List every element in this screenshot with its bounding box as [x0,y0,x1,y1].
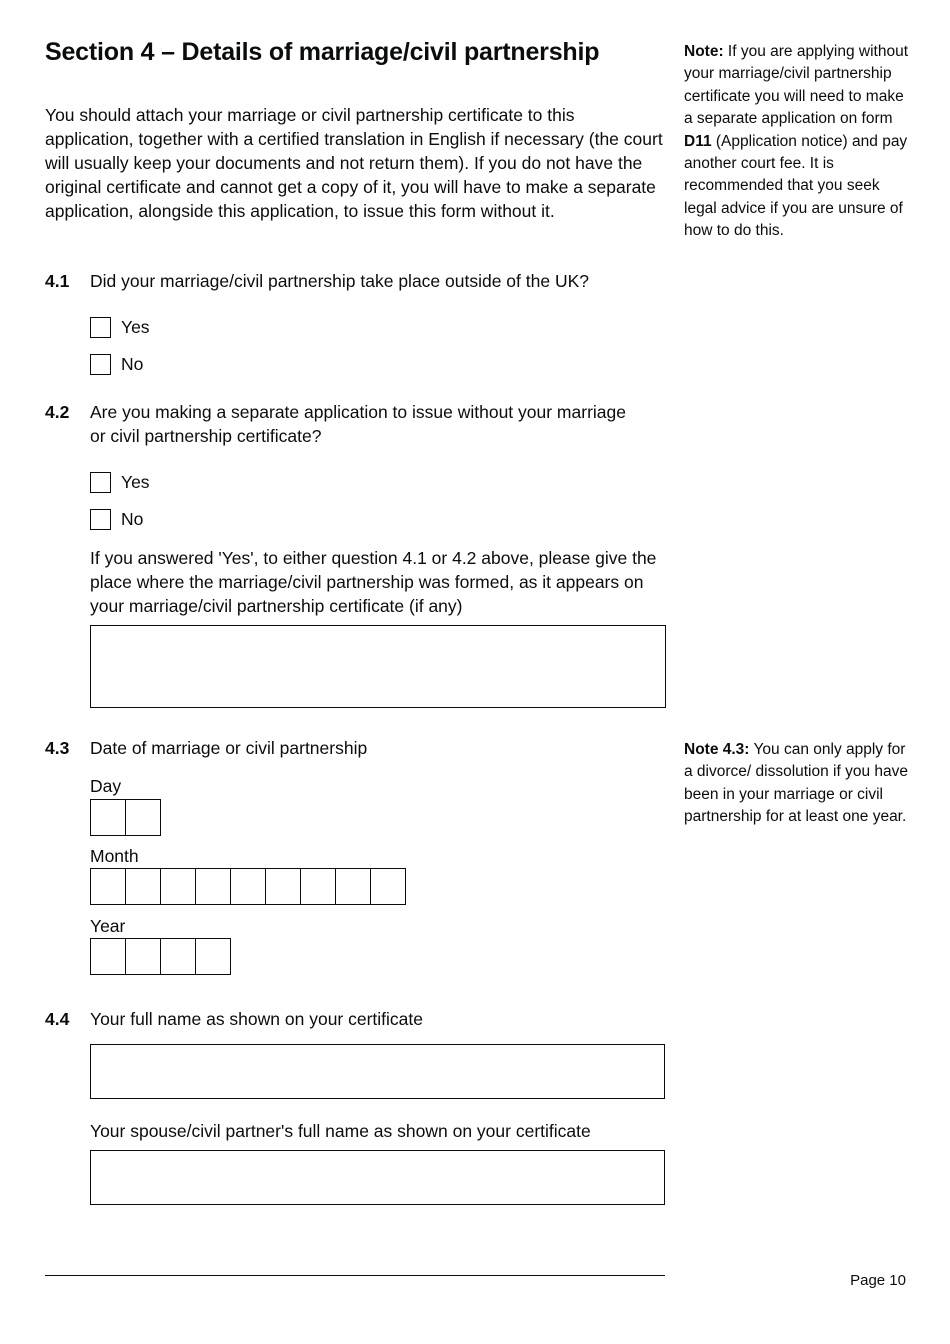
day-digit-box[interactable] [90,799,126,836]
month-char-box[interactable] [335,868,371,905]
section-title: Section 4 – Details of marriage/civil partnership [45,38,600,66]
q42-no-label: No [121,508,144,529]
month-char-box[interactable] [160,868,196,905]
q41-no-label: No [121,353,144,374]
page-number: Page 10 [850,1272,906,1289]
q42-no-option[interactable] [90,507,143,531]
year-digit-box[interactable] [125,938,161,975]
q41-yes-label: Yes [121,316,150,337]
month-char-box[interactable] [265,868,301,905]
spouse-full-name-input[interactable] [90,1150,665,1205]
day-digit-box[interactable] [125,799,161,836]
place-of-marriage-input[interactable] [90,625,666,708]
year-input[interactable] [90,938,230,975]
footer-divider [45,1275,665,1276]
month-char-box[interactable] [300,868,336,905]
q41-yes-option[interactable] [90,315,150,339]
q41-no-checkbox[interactable] [90,354,111,375]
q41-yes-checkbox[interactable] [90,317,111,338]
month-char-box[interactable] [90,868,126,905]
q42-yes-option[interactable] [90,470,150,494]
question-4-3-text: Date of marriage or civil partnership [90,738,368,758]
year-digit-box[interactable] [195,938,231,975]
note-certificate [684,41,910,243]
q41-no-option[interactable] [90,352,143,376]
question-number-4-2: 4.2 [45,402,70,422]
note-text-before: If you are applying without your marriage/civil partnership certificate you will need to make a separate application on form [684,43,908,128]
month-char-box[interactable] [370,868,406,905]
note-label: Note: [684,43,724,60]
question-4-1-text: Did your marriage/civil partnership take place outside of the UK? [90,271,589,291]
year-label: Year [90,916,126,936]
note-4-3-text: You can only apply for a divorce/ dissolution if you have been in your marriage or civil partnership for at least one year. [684,741,909,826]
month-char-box[interactable] [125,868,161,905]
q42-no-checkbox[interactable] [90,509,111,530]
month-input[interactable] [90,868,405,905]
note-4-3-label: Note 4.3: [684,741,750,758]
day-input[interactable] [90,799,160,836]
note-4-3 [684,739,910,829]
place-of-marriage-instructions: If you answered 'Yes', to either question 4.1 or 4.2 above, please give the place where the marriage/civil partnership was formed, as it appears on your marriage/civil partnership certificate (if any) [90,548,657,616]
note-form-name: D11 [684,132,712,150]
question-4-4-text: Your full name as shown on your certificate [90,1009,424,1029]
q42-yes-label: Yes [121,471,150,492]
year-digit-box[interactable] [90,938,126,975]
month-char-box[interactable] [230,868,266,905]
month-label: Month [90,846,139,866]
spouse-name-label: Your spouse/civil partner's full name as shown on your certificate [90,1121,591,1141]
note-text-after: (Application notice) and pay another court fee. It is recommended that you seek legal advice if you are unsure of how to do this. [684,132,908,240]
question-number-4-1: 4.1 [45,271,70,291]
q42-yes-checkbox[interactable] [90,472,111,493]
question-number-4-4: 4.4 [45,1009,70,1029]
month-char-box[interactable] [195,868,231,905]
question-number-4-3: 4.3 [45,738,70,758]
day-label: Day [90,776,122,796]
year-digit-box[interactable] [160,938,196,975]
your-full-name-input[interactable] [90,1044,665,1099]
question-4-2-text: Are you making a separate application to issue without your marriage or civil partnership certificate? [90,402,626,446]
intro-paragraph: You should attach your marriage or civil partnership certificate to this application, together with a certified translation in English if necessary (the court will usually keep your documents and not return them). If you do not have the original certificate and cannot get a copy of it, you will have to make a separate application, alongside this application, to issue this form without it. [45,105,663,221]
